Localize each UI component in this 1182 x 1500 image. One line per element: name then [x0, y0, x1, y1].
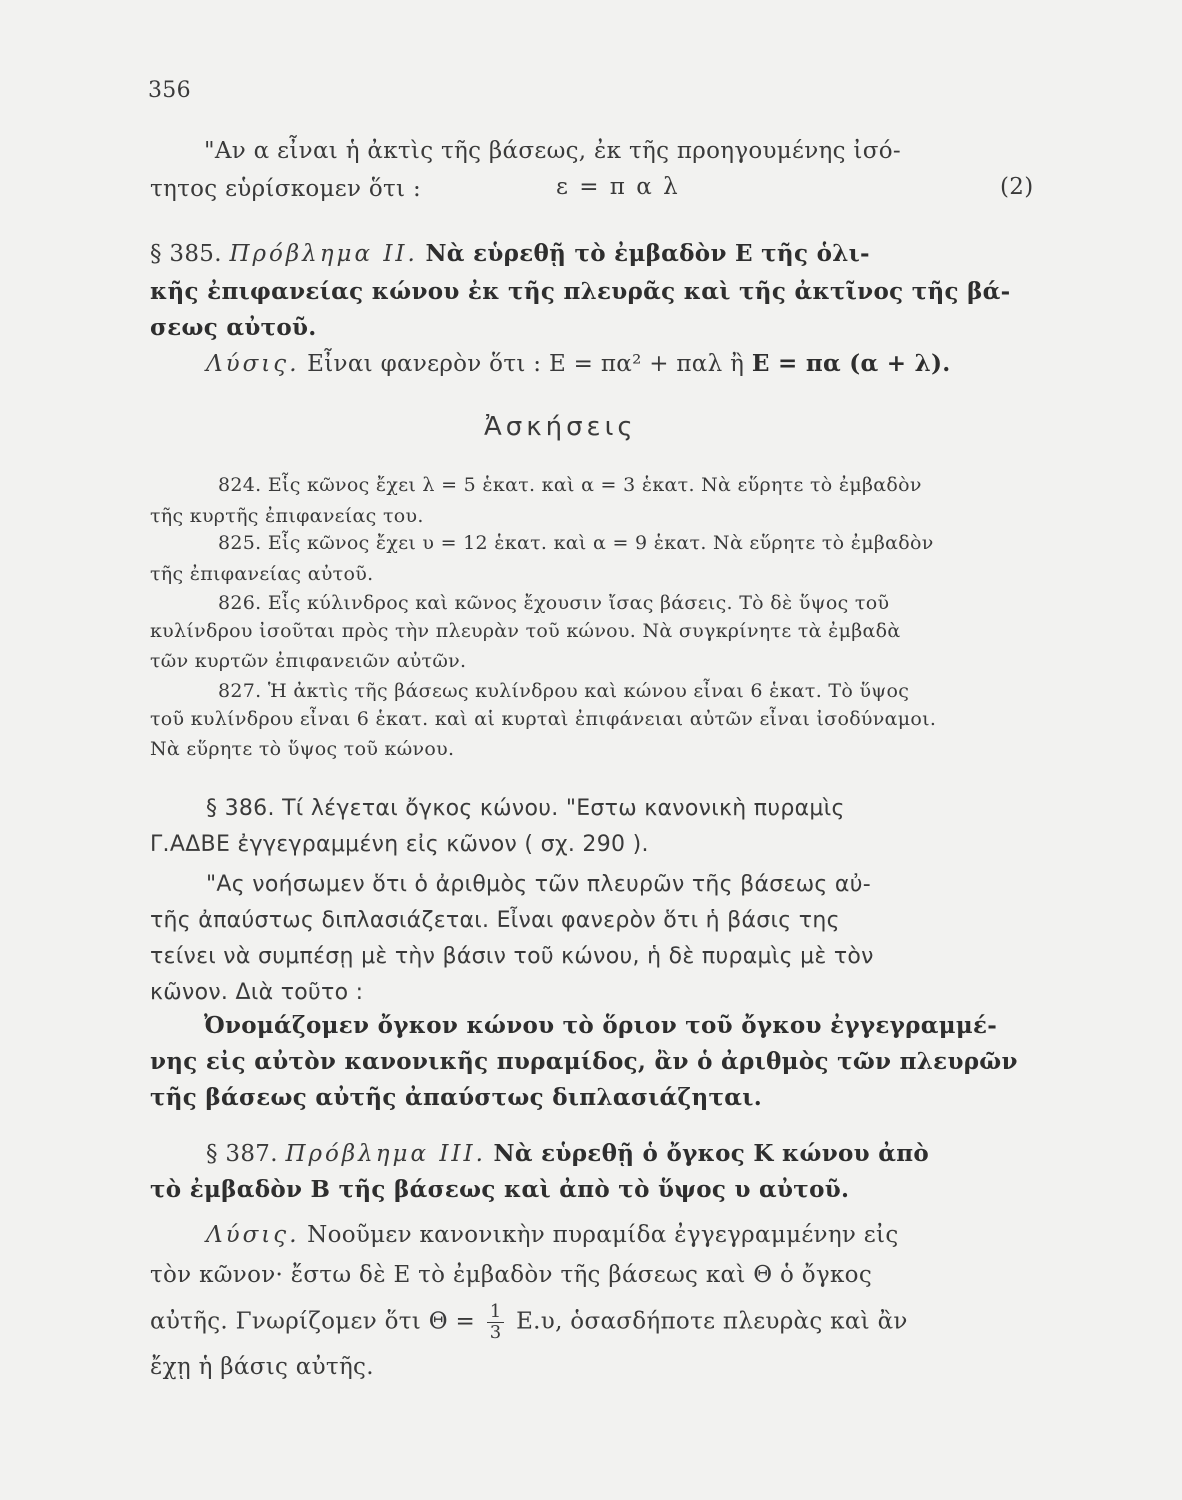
definition-line: Ὀνομάζομεν ὄγκον κώνου τὸ ὅριον τοῦ ὄγκου ἐγγεγραμμέ-	[204, 1012, 998, 1039]
solution-text: Νοοῦμεν κανονικὴν πυραμίδα ἐγγεγραμμένην εἰς	[307, 1222, 899, 1248]
problem-statement: Νὰ εὑρεθῇ τὸ ἐμβαδὸν Ε τῆς ὁλι-	[425, 240, 870, 267]
problem-statement: κῆς ἐπιφανείας κώνου ἐκ τῆς πλευρᾶς καὶ τῆς ἀκτῖνος τῆς βά-	[150, 278, 1011, 305]
exercise-line: 827. Ἡ ἀκτὶς τῆς βάσεως κυλίνδρου καὶ κώνου εἶναι 6 ἑκατ. Τὸ ὕψος	[218, 680, 910, 702]
text-line: Γ.ΑΔΒΕ ἐγγεγραμμένη εἰς κῶνον ( σχ. 290 ).	[150, 832, 649, 857]
solution-line	[206, 350, 951, 377]
text-segment: αὐτῆς. Γνωρίζομεν ὅτι Θ =	[150, 1308, 476, 1335]
problem-label: Πρόβλημα ΙΙ.	[229, 241, 418, 267]
formula-line	[150, 1302, 908, 1343]
exercise-line: 826. Εἷς κύλινδρος καὶ κῶνος ἔχουσιν ἴσας βάσεις. Τὸ δὲ ὕψος τοῦ	[218, 592, 890, 614]
definition-line: τῆς βάσεως αὐτῆς ἀπαύστως διπλασιάζηται.	[150, 1084, 763, 1111]
exercise-line: τῆς ἐπιφανείας αὐτοῦ.	[150, 563, 374, 585]
exercise-line: κυλίνδρου ἰσοῦται πρὸς τὴν πλευρὰν τοῦ κώνου. Νὰ συγκρίνητε τὰ ἐμβαδὰ	[150, 620, 901, 642]
section-385-title	[150, 240, 870, 267]
fraction-denominator: 3	[489, 1322, 502, 1343]
text-segment: Ε.υ, ὁσασδήποτε πλευρὰς καὶ ἂν	[516, 1308, 908, 1335]
problem-statement: σεως αὐτοῦ.	[150, 314, 317, 341]
section-number: § 387.	[206, 1141, 278, 1167]
text-line: "Αν α εἶναι ἡ ἀκτὶς τῆς βάσεως, ἐκ τῆς προηγουμένης ἰσό-	[204, 138, 901, 164]
text-line: τῆς ἀπαύστως διπλασιάζεται. Εἶναι φανερὸν ὅτι ἡ βάσις της	[150, 908, 840, 933]
solution-label: Λύσις.	[206, 351, 300, 377]
text-line: τείνει νὰ συμπέσῃ μὲ τὴν βάσιν τοῦ κώνου, ἡ δὲ πυραμὶς μὲ τὸν	[150, 944, 874, 969]
section-387-title	[206, 1140, 929, 1167]
exercises-heading: Ἀσκήσεις	[484, 412, 637, 442]
exercise-line: τῶν κυρτῶν ἐπιφανειῶν αὐτῶν.	[150, 650, 467, 672]
exercise-line: τοῦ κυλίνδρου εἶναι 6 ἑκατ. καὶ αἱ κυρταὶ ἐπιφάνειαι αὐτῶν εἶναι ἰσοδύναμοι.	[150, 708, 937, 730]
text-line: "Ας νοήσωμεν ὅτι ὁ ἀριθμὸς τῶν πλευρῶν τῆς βάσεως αὐ-	[206, 872, 872, 897]
section-386-title: § 386. Τί λέγεται ὄγκος κώνου. "Εστω κανονικὴ πυραμὶς	[206, 796, 845, 821]
definition-line: νης εἰς αὐτὸν κανονικῆς πυραμίδος, ἂν ὁ ἀριθμὸς τῶν πλευρῶν	[150, 1048, 1018, 1075]
problem-label: Πρόβλημα ΙΙΙ.	[285, 1141, 486, 1167]
formula: ε = π α λ	[556, 174, 680, 200]
solution-text: Εἶναι φανερὸν ὅτι : Ε = πα² + παλ ἢ	[307, 351, 745, 377]
exercise-line: Νὰ εὕρητε τὸ ὕψος τοῦ κώνου.	[150, 738, 455, 760]
text-line: κῶνον. Διὰ τοῦτο :	[150, 980, 364, 1005]
section-number: § 385.	[150, 241, 222, 267]
fraction-numerator: 1	[487, 1302, 505, 1323]
problem-statement: τὸ ἐμβαδὸν Β τῆς βάσεως καὶ ἀπὸ τὸ ὕψος υ αὐτοῦ.	[150, 1176, 850, 1203]
exercise-line: 825. Εἷς κῶνος ἔχει υ = 12 ἑκατ. καὶ α = 9 ἑκατ. Νὰ εὕρητε τὸ ἐμβαδὸν	[218, 532, 934, 554]
exercise-line: 824. Εἷς κῶνος ἔχει λ = 5 ἑκατ. καὶ α = 3 ἑκατ. Νὰ εὕρητε τὸ ἐμβαδὸν	[218, 474, 922, 496]
solution-line	[206, 1222, 899, 1248]
equation-number: (2)	[1000, 174, 1034, 200]
page-number: 356	[148, 78, 191, 103]
exercise-line: τῆς κυρτῆς ἐπιφανείας του.	[150, 505, 424, 527]
text-line: ἔχῃ ἡ βάσις αὐτῆς.	[150, 1354, 374, 1380]
solution-label: Λύσις.	[206, 1222, 300, 1248]
fraction	[487, 1302, 505, 1343]
solution-formula: Ε = πα (α + λ).	[751, 350, 951, 377]
text-line: τὸν κῶνον· ἔστω δὲ Ε τὸ ἐμβαδὸν τῆς βάσεως καὶ Θ ὁ ὄγκος	[150, 1262, 872, 1288]
problem-statement: Νὰ εὑρεθῇ ὁ ὄγκος Κ κώνου ἀπὸ	[493, 1140, 929, 1167]
text-line: τητος εὑρίσκομεν ὅτι :	[150, 176, 422, 202]
